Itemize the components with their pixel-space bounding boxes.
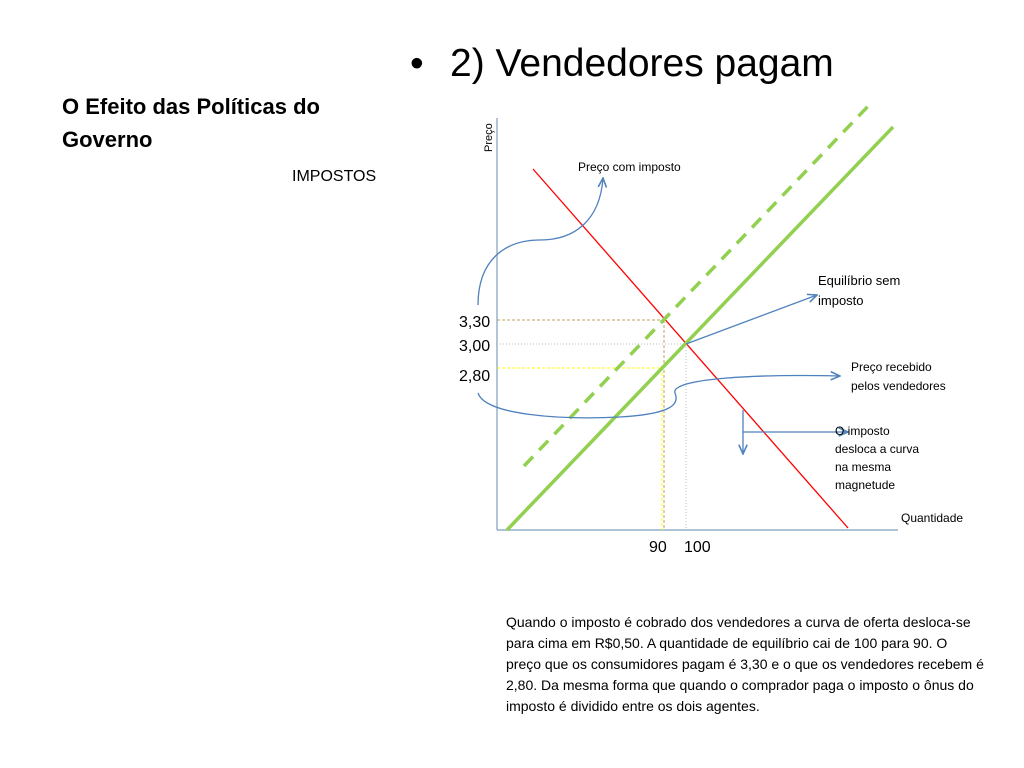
y-axis-label: Preço: [483, 123, 495, 152]
label-tax-shift-3: na mesma: [835, 460, 892, 474]
label-price-with-tax: Preço com imposto: [578, 160, 681, 174]
slide-title-line-2: Governo: [62, 127, 153, 152]
label-tax-shift-1: O imposto: [835, 424, 890, 438]
label-equilibrium-no-tax-2: imposto: [818, 293, 864, 308]
label-tax-shift-4: magnetude: [835, 478, 896, 492]
x-axis-label: Quantidade: [901, 511, 964, 525]
equilibrium-arrow: [686, 295, 817, 344]
label-price-received-2: pelos vendedores: [851, 379, 946, 393]
explanation-text: Quando o imposto é cobrado dos vendedores a curva de oferta desloca-se para cima em R$0,50. A quantidade de equilíbrio cai de 100 para 90. O preço que os consumidores pagam é 3,30 e o que os vendedores recebem é 2,80. Da mesma forma que quando o comprador paga o imposto o ônus do imposto é dividido entre os dois agentes.: [506, 614, 984, 714]
quantity-tick-100: 100: [684, 539, 711, 556]
price-tick-3-00: 3,00: [459, 338, 491, 355]
quantity-tick-90: 90: [649, 539, 667, 556]
bullet-heading-text: 2) Vendedores pagam: [450, 42, 834, 85]
price-tick-2-80: 2,80: [459, 368, 491, 385]
label-price-received-1: Preço recebido: [851, 360, 932, 374]
bullet-dot-icon: •: [410, 42, 424, 85]
price-tick-3-30: 3,30: [459, 314, 491, 331]
slide-subtitle: IMPOSTOS: [292, 168, 377, 185]
price-received-arrow: [478, 376, 840, 418]
label-equilibrium-no-tax-1: Equilíbrio sem: [818, 273, 901, 288]
slide-title-line-1: O Efeito das Políticas do: [62, 94, 320, 119]
label-tax-shift-2: desloca a curva: [835, 442, 920, 456]
